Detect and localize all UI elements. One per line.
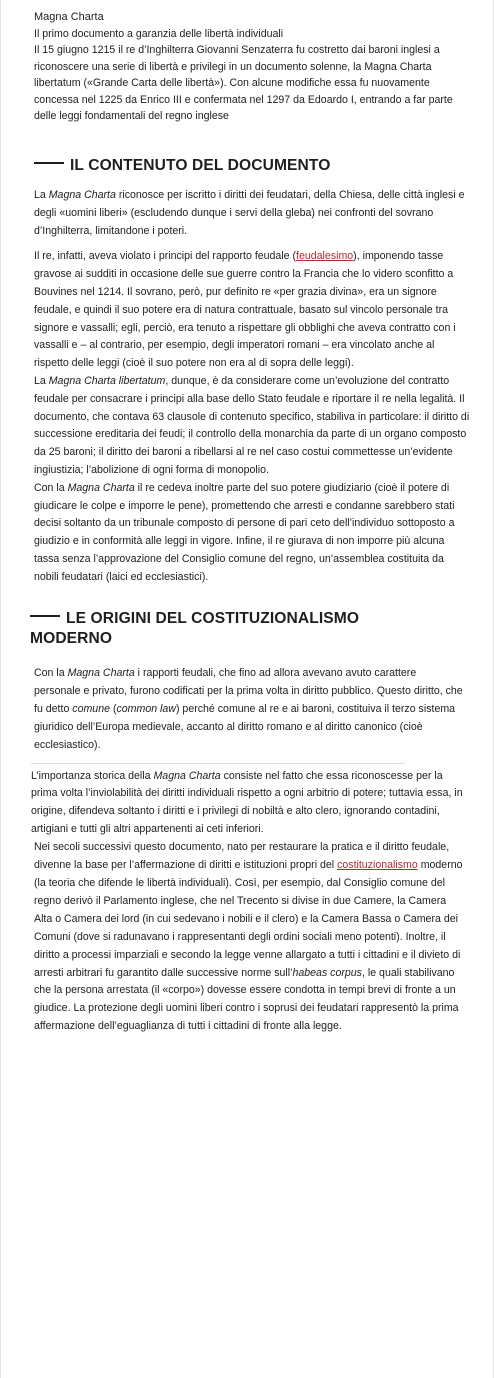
intro-text: Il 15 giugno 1215 il re d’Inghilterra Giovanni Senzaterra fu costretto dai baroni inglesi a riconoscere una serie di libertà e privilegi in un documento solenne, la Magna Charta libertatum («Grande Carta delle libertà»). Con alcune modifiche essa fu nuovamente concessa nel 1225 da Enrico III e confermata nel 1297 da Edoardo I, entrando a far parte delle leggi fondamentali del regno inglese — [34, 44, 453, 122]
paragraph: Il re, infatti, aveva violato i principi del rapporto feudale (feudalesimo), imponendo tasse gravose ai sudditi in occasione delle sue guerre contro la Francia che lo videro sconfitto a Bouvines nel 1214. Il sovrano, però, pur definito re «per grazia divina», era un signore feudale, e quindi il suo potere era di natura contrattuale, basato sul vincolo personale tra signore e vassalli; egli, perciò, era tenuto a rispettare gli obblighi che aveva contratto con i vassalli e – al contrario, per esempio, degli imperatori romani – era vincolato anche al rispetto delle leggi (cioè il suo potere non era al di sopra delle leggi). — [34, 250, 456, 370]
paragraph: La Magna Charta riconosce per iscritto i diritti dei feudatari, della Chiesa, delle città inglesi e degli «uomini liberi» (escludendo dunque i servi della gleba) nei confronti del sovrano d’Inghilterra, limitandone i poteri. — [34, 189, 465, 237]
section-heading-contenuto: IL CONTENUTO DEL DOCUMENTO — [34, 156, 471, 177]
section-heading-origini: LE ORIGINI DEL COSTITUZIONALISMO MODERNO — [30, 609, 360, 648]
link-costituzionalismo[interactable]: costituzionalismo — [337, 859, 418, 872]
paragraph: Con la Magna Charta i rapporti feudali, che fino ad allora avevano avuto carattere personale e privato, furono codificati per la prima volta in diritto pubblico. Questo diritto, che fu detto comune (common law) perché comune al re e ai baroni, costituiva il terzo sistema giuridico dell’Europa medievale, accanto al diritto romano e al diritto canonico (cioè ecclesiastico). — [34, 666, 463, 752]
paragraph: Con la Magna Charta il re cedeva inoltre parte del suo potere giudiziario (cioè il potere di giudicare le colpe e imporre le pene), promettendo che arresti e condanne sarebbero stati decisi soltanto da un tribunale composto di persone di pari ceto dell’individuo sottoposto a giudizio e in conformità alle leggi in vigore. Infine, il re giurava di non imporre più alcuna tassa senza l’approvazione del Consiglio comune del regno, un’assemblea costituita da nobili feudatari (laici ed ecclesiastici). — [34, 481, 455, 583]
link-feudalesimo[interactable]: feudalesimo — [296, 250, 354, 263]
intro-subtitle: Il primo documento a garanzia delle libertà individuali — [34, 27, 284, 40]
intro-box — [34, 9, 471, 125]
heading-dash — [30, 615, 60, 617]
paragraph: L’importanza storica della Magna Charta consiste nel fatto che essa riconoscesse per la prima volta l’inviolabilità dei diritti individuali rispetto a ogni arbitrio di potere; tuttavia essa, in origine, difendeva soltanto i diritti e i privilegi di nobiltà e alto clero, ignorando contadini, artigiani e tutti gli altri appartenenti ai ceti inferiori. — [31, 763, 405, 840]
paragraph: Nei secoli successivi questo documento, nato per restaurare la pratica e il diritto feudale, divenne la base per l’affermazione di diritti e istituzioni propri del costituzionalismo moderno (la teoria che difende le libertà individuali). Così, per esempio, dal Consiglio comune del regno derivò il Parlamento inglese, che nel Trecento si divise in due Camere, la Camera Alta o Camera dei lord (in cui sedevano i nobili e il clero) e la Camera Bassa o Camera dei Comuni (dove si radunavano i rappresentanti degli ordini sociali meno potenti). Inoltre, il diritto a processi imparziali e secondo la legge venne allargato a tutti i cittadini e il divieto di arresti arbitrari fu garantito dalle successive norme sull’habeas corpus, le quali stabilivano che la persona arrestata (il «corpo») dovesse essere condotta in tempi brevi di fronte a un giudice. La protezione degli uomini liberi contro i soprusi dei feudatari rappresentò la prima affermazione dell’eguaglianza di tutti i cittadini di fronte alla legge. — [34, 841, 463, 1033]
paragraph: La Magna Charta libertatum, dunque, è da considerare come un’evoluzione del contratto feudale per consacrare i principi alla base dello Stato feudale e riportare il re nella legalità. Il documento, che contava 63 clausole di contenuto specifico, stabiliva in particolare: il diritto di successione ereditaria dei feudi; il controllo della monarchia da parte di un organo composto da 25 baroni; il diritto dei baroni a ribellarsi al re nel caso costui commettesse un’evidente ingiustizia; l’abolizione di ogni forma di monopolio. — [34, 374, 470, 476]
article — [1, 0, 493, 1036]
intro-title: Magna Charta — [34, 11, 104, 23]
section-origini — [31, 664, 471, 1037]
section-contenuto — [34, 187, 471, 587]
heading-dash — [34, 162, 64, 164]
